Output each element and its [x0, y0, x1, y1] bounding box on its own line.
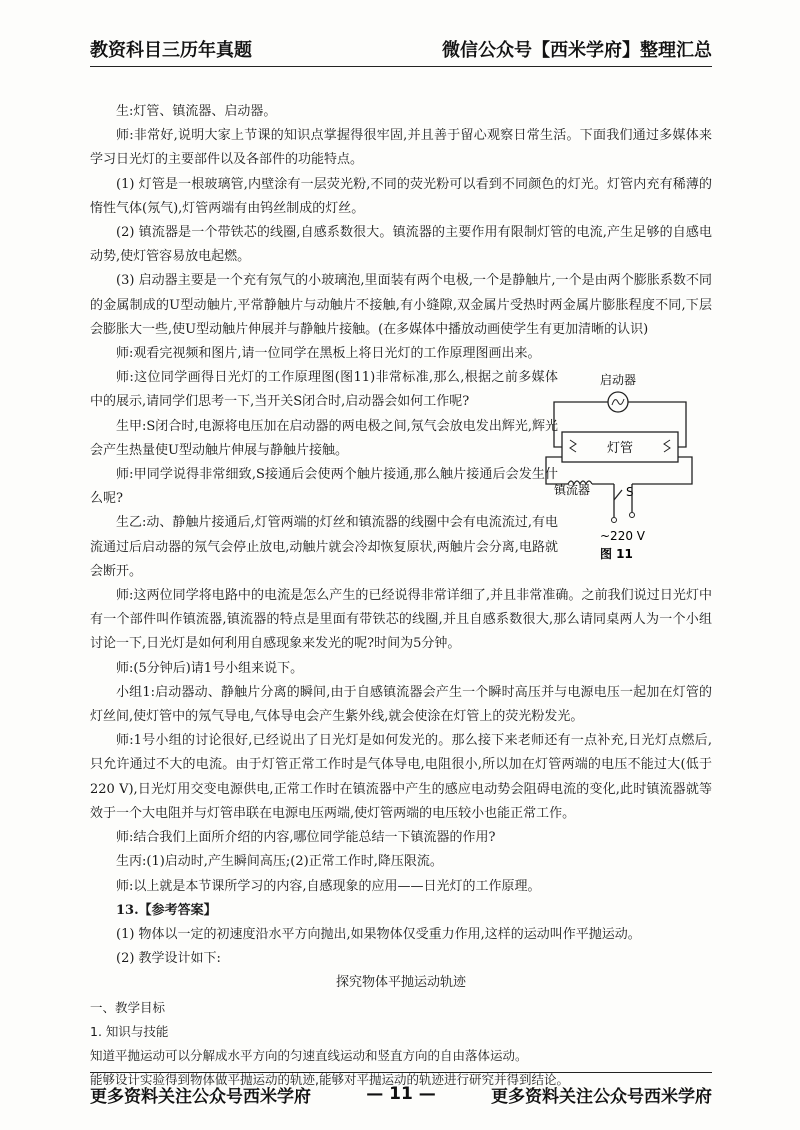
page-number: — 11 —	[366, 1084, 436, 1104]
paragraph: 师:甲同学说得非常细致,S接通后会使两个触片接通,那么触片接通后会发生什么呢?	[90, 467, 558, 507]
paragraph: (1) 灯管是一根玻璃管,内壁涂有一层荧光粉,不同的荧光粉可以看到不同颜色的灯光。灯管内充有稀薄的惰性气体(氖气),灯管两端有由钨丝制成的灯丝。	[90, 176, 712, 216]
page-footer	[90, 1072, 712, 1109]
figure-caption: 图 11	[600, 547, 633, 561]
switch-label: S	[626, 485, 634, 499]
footer-right-text: 更多资料关注公众号西米学府	[491, 1086, 712, 1107]
header-left-title: 教资科目三历年真题	[90, 40, 252, 61]
paragraph: 生甲:S闭合时,电源将电压加在启动器的两电极之间,氖气会放电发出辉光,辉光会产生热量使U型动触片伸展与静触片接触。	[90, 418, 558, 458]
paragraph: 师:(5分钟后)请1号小组来说下。	[116, 660, 304, 676]
paragraph: 生:灯管、镇流器、启动器。	[116, 104, 277, 119]
footer-left-text: 更多资料关注公众号西米学府	[90, 1086, 311, 1107]
circuit-figure	[540, 372, 700, 572]
page-header	[90, 34, 712, 67]
starter-bimetal-icon	[612, 399, 624, 405]
answer-heading: 13.【参考答案】	[116, 902, 217, 918]
voltage-label: ~220 V	[600, 529, 645, 543]
ballast-label: 镇流器	[554, 483, 591, 497]
starter-label: 启动器	[599, 373, 637, 387]
terminal-icon	[630, 513, 635, 518]
paragraph: (2) 镇流器是一个带铁芯的线圈,自感系数很大。镇流器的主要作用有限制灯管的电流,产生足够的自感电动势,使灯管容易放电起燃。	[90, 225, 712, 265]
filament-icon	[664, 440, 670, 452]
answer-line: (2) 教学设计如下:	[116, 951, 221, 967]
terminal-icon	[612, 518, 617, 523]
tube-label: 灯管	[606, 441, 634, 456]
main-content	[90, 100, 712, 1092]
paragraph: 师:观看完视频和图片,请一位同学在黑板上将日光灯的工作原理图画出来。	[116, 346, 541, 362]
circuit-diagram	[540, 372, 700, 572]
switch-icon	[614, 490, 622, 500]
paragraph: 生乙:动、静触片接通后,灯管两端的灯丝和镇流器的线圈中会有电流流过,有电流通过后启动器的氖气会停止放电,动触片就会冷却恢复原状,两触片会分离,电路就会断开。	[90, 515, 558, 579]
answer-line: (1) 物体以一定的初速度沿水平方向抛出,如果物体仅受重力作用,这样的运动叫作平抛运动。	[116, 926, 641, 942]
filament-icon	[570, 440, 576, 452]
objective-line: 知道平抛运动可以分解成水平方向的匀速直线运动和竖直方向的自由落体运动。	[90, 1047, 528, 1063]
objective-line: 能够设计实验得到物体做平抛运动的轨迹,能够对平抛运动的轨迹进行研究并得到结论。	[90, 1071, 569, 1087]
paragraph: 师:1号小组的讨论很好,已经说出了日光灯是如何发光的。那么接下来老师还有一点补充,日光灯点燃后,只允许通过不大的电流。由于灯管正常工作时是气体导电,电阻很小,所以加在灯管两端的电压不能过大(低于220 V),日光灯用交变电源供电,正常工作时在镇流器中产生的感应电动势会阻碍电流的变化,此时镇流器就等效于一个大电阻并与灯管串联在电源电压两端,使灯管两端的电压较小也能正常工作。	[90, 733, 712, 821]
section-heading: 一、教学目标	[90, 999, 166, 1015]
header-right-source: 微信公众号【西米学府】整理汇总	[442, 40, 712, 61]
paragraph: 小组1:启动器动、静触片分离的瞬间,由于自感镇流器会产生一个瞬时高压并与电源电压一起加在灯管的灯丝间,使灯管中的氖气导电,气体导电会产生紫外线,就会使涂在灯管上的荧光粉发光。	[90, 684, 712, 725]
paragraph: (3) 启动器主要是一个充有氖气的小玻璃泡,里面装有两个电极,一个是静触片,一个是由两个膨胀系数不同的金属制成的U型动触片,平常静触片与动触片不接触,有小缝隙,双金属片受热时两金属片膨胀程度不同,下层会膨胀大一些,使U型动触片伸展并与静触片接触。(在多媒体中播放动画使学生有更加清晰的认识)	[90, 273, 712, 337]
paragraph: 师:这位同学画得日光灯的工作原理图(图11)非常标准,那么,根据之前多媒体中的展示,请同学们思考一下,当开关S闭合时,启动器会如何工作呢?	[90, 370, 558, 410]
paragraph: 师:结合我们上面所介绍的内容,哪位同学能总结一下镇流器的作用?	[116, 830, 496, 846]
design-title: 探究物体平抛运动轨迹	[335, 975, 466, 991]
wire	[628, 402, 686, 447]
paragraph: 生丙:(1)启动时,产生瞬间高压;(2)正常工作时,降压限流。	[116, 854, 443, 870]
sub-heading: 1. 知识与技能	[90, 1023, 169, 1039]
wrapped-text-block	[90, 366, 558, 584]
paragraph: 师:这两位同学将电路中的电流是怎么产生的已经说得非常详细了,并且非常准确。之前我们说过日光灯中有一个部件叫作镇流器,镇流器的特点是里面有带铁芯的线圈,并且自感系数很大,那么请同桌两人为一个小组讨论一下,日光灯是如何利用自感现象来发光的呢?时间为5分钟。	[90, 588, 712, 652]
wire	[546, 457, 568, 484]
paragraph: 师:非常好,说明大家上节课的知识点掌握得很牢固,并且善于留心观察日常生活。下面我们通过多媒体来学习日光灯的主要部件以及各部件的功能特点。	[90, 128, 712, 168]
paragraph: 师:以上就是本节课所学习的内容,自感现象的应用——日光灯的工作原理。	[116, 878, 541, 894]
wire	[632, 457, 692, 484]
